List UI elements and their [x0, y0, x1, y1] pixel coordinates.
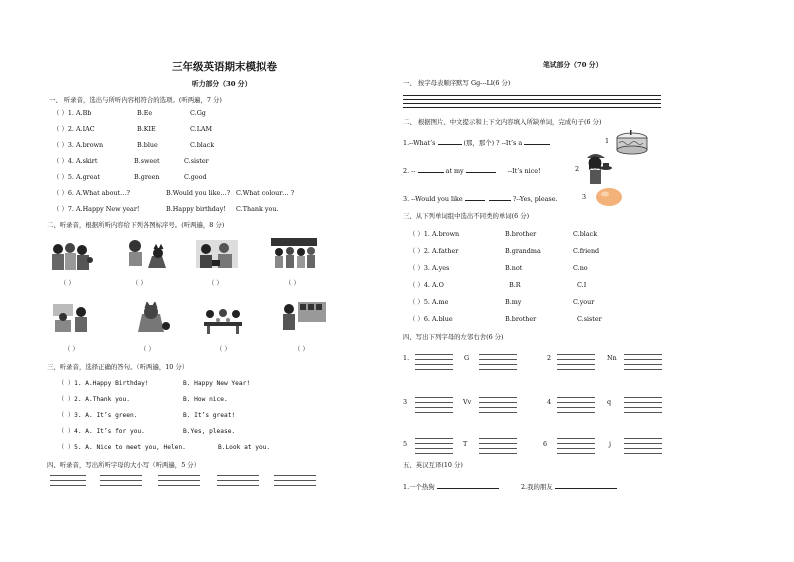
q3-option-b: B.Yes, please.	[183, 428, 236, 435]
q1-option-c: C.What colour… ?	[236, 189, 295, 197]
q3-option-b: B. How nice.	[183, 396, 228, 403]
girl-with-hat-icon	[581, 150, 613, 186]
w3-option-b: B.brother	[505, 230, 537, 238]
w5-item-2-label: 2.我的朋友	[521, 483, 553, 491]
w4-letter: j	[609, 440, 611, 448]
w3-option-b: B.grandma	[505, 247, 541, 255]
q1-option-b: B.sweet	[134, 157, 160, 165]
w5-item-2-blank[interactable]	[555, 482, 617, 489]
q1-option-c: C.black	[190, 141, 215, 149]
w5-heading: 五、英汉互译(10 分)	[403, 461, 463, 469]
w3-option-a: （ ）5. A.me	[409, 298, 449, 306]
shopping-picture-icon	[280, 300, 326, 332]
q2-heading: 二、听录音，根据所听内容给下列各图标序号。(听两遍，8 分)	[47, 221, 225, 229]
w3-option-c: C.your	[573, 298, 595, 306]
q2-answer-box[interactable]: （ ）	[132, 279, 147, 287]
w4-number: 4	[547, 398, 552, 406]
w5-item-1-blank[interactable]	[437, 482, 499, 489]
party-picture-icon	[194, 238, 240, 270]
w2-sentence-3	[403, 194, 558, 202]
w2-s1-blank-1[interactable]	[438, 138, 462, 145]
w3-option-c: C.I	[577, 281, 587, 289]
w2-pic-number-1: 1	[605, 137, 610, 145]
cat-picture-icon	[128, 302, 174, 334]
pet-picture-icon	[122, 238, 168, 270]
q1-option-c: C.LAM	[190, 125, 213, 133]
w3-option-a: （ ）6. A.blue	[409, 315, 453, 323]
w5-item-2	[521, 482, 617, 490]
w3-option-b: B.R	[509, 281, 521, 289]
w3-option-b: B.not	[505, 264, 523, 272]
w1-heading: 一、 按字母表顺序默写 Gg---Ll(6 分)	[403, 79, 511, 87]
w4-letter: G	[464, 354, 470, 362]
q3-option-a: （ ）4. A. It’s for you.	[58, 428, 145, 435]
listening-section-title: 听力部分（30 分）	[192, 80, 252, 88]
w3-option-a: （ ）2. A.father	[409, 247, 459, 255]
q1-option-b: B.Happy birthday!	[166, 205, 226, 213]
w3-heading: 三、从下列单词组中选出不同类的单词(6 分)	[403, 212, 530, 220]
w3-option-a: （ ）1. A.brown	[409, 230, 460, 238]
classroom-picture-icon	[51, 302, 97, 334]
w2-s2-blank-2[interactable]	[466, 166, 496, 173]
q1-option-a: （ ）5. A.great	[53, 173, 100, 181]
q1-option-c: C.good	[184, 173, 207, 181]
q3-option-b: B.Look at you.	[218, 444, 271, 451]
w4-letter: T	[463, 440, 468, 448]
w4-number: 5	[403, 440, 408, 448]
w3-option-a: （ ）3. A.yes	[409, 264, 450, 272]
q1-option-a: （ ）3. A.brown	[53, 141, 104, 149]
q3-option-b: B. Happy New Year!	[183, 380, 251, 387]
writing-page	[397, 0, 794, 562]
w3-option-c: C.no	[573, 264, 588, 272]
q3-option-a: （ ）1. A.Happy Birthday!	[58, 380, 149, 387]
q1-option-a: （ ）7. A.Happy New year!	[53, 205, 140, 213]
w2-s2-part-b: at my	[445, 167, 464, 175]
q1-heading: 一、 听录音，选出与所听内容相符合的选项。(听两遍，7 分)	[49, 96, 222, 104]
q2-answer-box[interactable]: （ ）	[60, 279, 75, 287]
family-picture-icon	[49, 240, 95, 272]
q1-option-c: C.Gg	[190, 109, 206, 117]
w2-heading: 二、 根据图片、中文提示和上下文内容填入所缺单词，完成句子(6 分)	[403, 118, 602, 126]
q2-answer-box[interactable]: （ ）	[208, 279, 223, 287]
q2-answer-box[interactable]: （ ）	[294, 345, 309, 353]
w2-s2-part-c: --It’s nice!	[507, 167, 541, 175]
exam-title: 三年级英语期末模拟卷	[172, 61, 277, 73]
w2-s3-part-a: 3. --Would you like	[403, 195, 463, 203]
w2-s1-blank-2[interactable]	[524, 138, 550, 145]
w4-letter: q	[607, 398, 612, 406]
w5-item-1-label: 1.一个热狗	[403, 483, 435, 491]
w3-option-c: C.black	[573, 230, 598, 238]
w5-item-1	[403, 482, 499, 490]
q1-option-b: B.green	[134, 173, 160, 181]
writing-section-title: 笔试部分（70 分）	[543, 61, 603, 69]
q3-option-a: （ ）2. A.Thank you.	[58, 396, 130, 403]
q3-heading: 三、听录音，选择正确的答句。（听两遍，10 分）	[47, 363, 189, 371]
q2-answer-box[interactable]: （ ）	[64, 345, 79, 353]
w2-sentence-2	[403, 166, 541, 174]
w3-option-c: C.friend	[573, 247, 600, 255]
w4-number: 6	[543, 440, 548, 448]
q1-option-c: C.Thank you.	[236, 205, 279, 213]
w4-letter: Vv	[463, 398, 472, 406]
q2-answer-box[interactable]: （ ）	[285, 279, 300, 287]
w2-s3-blank-1[interactable]	[465, 194, 485, 201]
w4-heading: 四、写出下列字母的左邻右舍(6 分)	[403, 333, 504, 341]
w3-option-a: （ ）4. A.O	[409, 281, 444, 289]
q1-option-c: C.sister	[184, 157, 209, 165]
w2-s3-part-b: ?--Yes, please.	[512, 195, 558, 203]
cake-icon	[615, 130, 649, 156]
w4-number: 1.	[403, 354, 410, 362]
w2-pic-number-3: 3	[582, 193, 587, 201]
q3-option-a: （ ）3. A. It’s green.	[58, 412, 138, 419]
q1-option-b: B.Ee	[137, 109, 153, 117]
q1-option-a: （ ）4. A.skirt	[53, 157, 98, 165]
w3-option-c: C.sister	[577, 315, 602, 323]
w4-number: 3	[403, 398, 408, 406]
w2-s2-part-a: 2. --	[403, 167, 416, 175]
w2-s1-part-a: 1.--What’s	[403, 139, 436, 147]
q1-option-a: （ ）6. A.What about…?	[53, 189, 130, 197]
w3-option-b: B.my	[505, 298, 522, 306]
dinner-picture-icon	[200, 304, 246, 336]
q1-option-b: B.blue	[137, 141, 158, 149]
w3-option-b: B.brother	[505, 315, 537, 323]
q2-answer-box[interactable]: （ ）	[140, 345, 155, 353]
q1-option-b: B.KIE	[137, 125, 156, 133]
w2-s1-part-b: (那，那个) ? --It’s a	[463, 139, 523, 147]
w4-letter: Nn	[607, 354, 617, 362]
q1-option-a: （ ）2. A.IAC	[53, 125, 95, 133]
children-picture-icon	[271, 238, 317, 270]
w2-s2-blank-1[interactable]	[418, 166, 444, 173]
q1-option-b: B.Would you like…?	[166, 189, 231, 197]
w2-pic-number-2: 2	[575, 165, 580, 173]
q1-option-a: （ ）1. A.Bb	[53, 109, 92, 117]
w4-number: 2	[547, 354, 552, 362]
q3-option-a: （ ）5. A. Nice to meet you, Helen.	[58, 444, 186, 451]
q2-answer-box[interactable]: （ ）	[216, 345, 231, 353]
w2-sentence-1	[403, 138, 550, 146]
egg-icon	[595, 187, 623, 207]
q3-option-b: B. It’s great!	[183, 412, 236, 419]
q4-heading: 四、听录音，写出所听字母的大小写（听两遍，5 分）	[47, 461, 201, 469]
w2-s3-blank-2[interactable]	[489, 194, 511, 201]
